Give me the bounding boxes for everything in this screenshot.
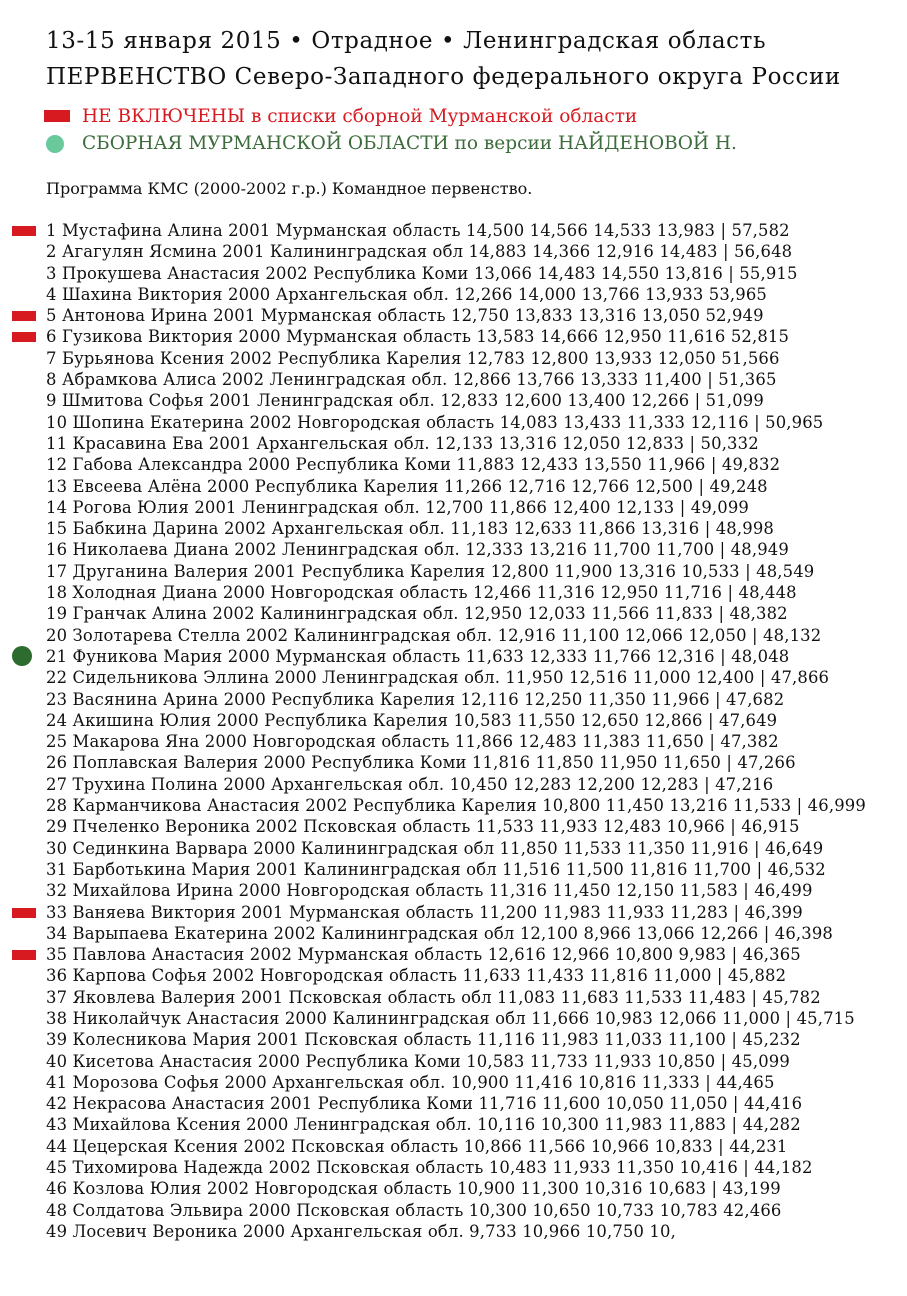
result-row [46, 518, 866, 539]
result-text: 44 Цецерская Ксения 2002 Псковская область 10,866 11,566 10,966 10,833 | 44,231 [46, 1136, 788, 1156]
red-marker-icon [12, 311, 36, 321]
result-row [46, 752, 866, 773]
result-row [46, 944, 866, 965]
result-text: 3 Прокушева Анастасия 2002 Республика Коми 13,066 14,483 14,550 13,816 | 55,915 [46, 263, 798, 283]
result-row [46, 710, 866, 731]
result-text: 26 Поплавская Валерия 2000 Республика Коми 11,816 11,850 11,950 11,650 | 47,266 [46, 753, 796, 773]
result-text: 19 Гранчак Алина 2002 Калининградская обл. 12,950 12,033 11,566 11,833 | 48,382 [46, 604, 788, 624]
red-marker-icon [12, 332, 36, 342]
result-text: 8 Абрамкова Алиса 2002 Ленинградская обл. 12,866 13,766 13,333 11,400 | 51,365 [46, 370, 777, 390]
result-text: 38 Николайчук Анастасия 2000 Калининградская обл 11,666 10,983 12,066 11,000 | 45,715 [46, 1008, 855, 1028]
result-text: 45 Тихомирова Надежда 2002 Псковская область 10,483 11,933 11,350 10,416 | 44,182 [46, 1158, 813, 1178]
results-list [46, 220, 866, 1242]
result-text: 49 Лосевич Вероника 2000 Архангельская обл. 9,733 10,966 10,750 10, [46, 1221, 676, 1241]
result-text: 48 Солдатова Эльвира 2000 Псковская область 10,300 10,650 10,733 10,783 42,466 [46, 1200, 782, 1220]
result-row [46, 731, 866, 752]
result-row [46, 1178, 866, 1199]
result-text: 10 Шопина Екатерина 2002 Новгородская область 14,083 13,433 11,333 12,116 | 50,965 [46, 412, 824, 432]
result-row [46, 880, 866, 901]
result-row [46, 348, 866, 369]
result-row [46, 689, 866, 710]
result-text: 14 Рогова Юлия 2001 Ленинградская обл. 12,700 11,866 12,400 12,133 | 49,099 [46, 497, 749, 517]
result-text: 46 Козлова Юлия 2002 Новгородская область 10,900 11,300 10,316 10,683 | 43,199 [46, 1179, 781, 1199]
result-row [46, 902, 866, 923]
result-text: 11 Красавина Ева 2001 Архангельская обл. 12,133 13,316 12,050 12,833 | 50,332 [46, 433, 759, 453]
result-text: 29 Пчеленко Вероника 2002 Псковская область 11,533 11,933 12,483 10,966 | 46,915 [46, 817, 800, 837]
result-text: 42 Некрасова Анастасия 2001 Республика Коми 11,716 11,600 10,050 11,050 | 44,416 [46, 1094, 803, 1114]
result-text: 15 Бабкина Дарина 2002 Архангельская обл. 11,183 12,633 11,866 13,316 | 48,998 [46, 519, 774, 539]
result-row [46, 838, 866, 859]
result-text: 12 Габова Александра 2000 Республика Коми 11,883 12,433 13,550 11,966 | 49,832 [46, 455, 781, 475]
result-row [46, 1093, 866, 1114]
result-text: 17 Друганина Валерия 2001 Республика Карелия 12,800 11,900 13,316 10,533 | 48,549 [46, 561, 815, 581]
result-text: 33 Ваняева Виктория 2001 Мурманская область 11,200 11,983 11,933 11,283 | 46,399 [46, 902, 803, 922]
result-row [46, 987, 866, 1008]
result-text: 20 Золотарева Стелла 2002 Калининградская обл. 12,916 11,100 12,066 12,050 | 48,132 [46, 625, 822, 645]
result-text: 23 Васянина Арина 2000 Республика Карелия 12,116 12,250 11,350 11,966 | 47,682 [46, 689, 785, 709]
result-row [46, 539, 866, 560]
result-row [46, 1136, 866, 1157]
result-text: 40 Кисетова Анастасия 2000 Республика Коми 10,583 11,733 11,933 10,850 | 45,099 [46, 1051, 790, 1071]
result-text: 39 Колесникова Мария 2001 Псковская область 11,116 11,983 11,033 11,100 | 45,232 [46, 1030, 801, 1050]
result-text: 32 Михайлова Ирина 2000 Новгородская область 11,316 11,450 12,150 11,583 | 46,499 [46, 881, 813, 901]
result-row [46, 603, 866, 624]
result-row [46, 667, 866, 688]
result-row [46, 1051, 866, 1072]
result-row [46, 582, 866, 603]
result-text: 1 Мустафина Алина 2001 Мурманская область 14,500 14,566 14,533 13,983 | 57,582 [46, 221, 790, 240]
event-date-location: 13-15 января 2015 • Отрадное • Ленинградская область [46, 28, 767, 54]
result-text: 24 Акишина Юлия 2000 Республика Карелия 10,583 11,550 12,650 12,866 | 47,649 [46, 710, 778, 730]
legend-excluded: НЕ ВКЛЮЧЕНЫ в списки сборной Мурманской области [82, 106, 638, 127]
result-row [46, 433, 866, 454]
red-marker-icon [44, 110, 70, 122]
result-row [46, 646, 866, 667]
result-text: 34 Варыпаева Екатерина 2002 Калининградская обл 12,100 8,966 13,066 12,266 | 46,398 [46, 923, 833, 943]
result-text: 16 Николаева Диана 2002 Ленинградская обл. 12,333 13,216 11,700 11,700 | 48,949 [46, 540, 789, 560]
result-row [46, 220, 866, 241]
result-text: 18 Холодная Диана 2000 Новгородская область 12,466 11,316 12,950 11,716 | 48,448 [46, 583, 797, 603]
result-text: 2 Агагулян Ясмина 2001 Калининградская обл 14,883 14,366 12,916 14,483 | 56,648 [46, 242, 793, 262]
result-text: 31 Барботькина Мария 2001 Калининградская обл 11,516 11,500 11,816 11,700 | 46,532 [46, 859, 826, 879]
result-row [46, 305, 866, 326]
result-row [46, 369, 866, 390]
green-circle-icon [12, 646, 32, 666]
result-row [46, 1221, 866, 1242]
result-row [46, 816, 866, 837]
result-row [46, 497, 866, 518]
result-text: 9 Шмитова Софья 2001 Ленинградская обл. 12,833 12,600 13,400 12,266 | 51,099 [46, 391, 764, 411]
result-text: 22 Сидельникова Эллина 2000 Ленинградская обл. 11,950 12,516 11,000 12,400 | 47,866 [46, 668, 830, 688]
result-row [46, 454, 866, 475]
result-text: 25 Макарова Яна 2000 Новгородская область 11,866 12,483 11,383 11,650 | 47,382 [46, 732, 779, 752]
championship-title: ПЕРВЕНСТВО Северо-Западного федерального округа России [46, 64, 841, 90]
result-text: 36 Карпова Софья 2002 Новгородская область 11,633 11,433 11,816 11,000 | 45,882 [46, 966, 787, 986]
result-row [46, 284, 866, 305]
result-row [46, 1114, 866, 1135]
result-row [46, 795, 866, 816]
result-text: 4 Шахина Виктория 2000 Архангельская обл. 12,266 14,000 13,766 13,933 53,965 [46, 284, 768, 304]
result-text: 30 Сединкина Варвара 2000 Калининградская обл 11,850 11,533 11,350 11,916 | 46,649 [46, 838, 824, 858]
red-marker-icon [12, 908, 36, 918]
result-row [46, 263, 866, 284]
result-row [46, 326, 866, 347]
red-marker-icon [12, 950, 36, 960]
result-row [46, 774, 866, 795]
result-text: 6 Гузикова Виктория 2000 Мурманская область 13,583 14,666 12,950 11,616 52,815 [46, 327, 790, 347]
green-circle-icon [46, 135, 64, 153]
legend-team: СБОРНАЯ МУРМАНСКОЙ ОБЛАСТИ по версии НАЙДЕНОВОЙ Н. [82, 133, 737, 154]
result-row [46, 1200, 866, 1221]
result-row [46, 1029, 866, 1050]
result-row [46, 859, 866, 880]
result-row [46, 1072, 866, 1093]
result-text: 21 Фуникова Мария 2000 Мурманская область 11,633 12,333 11,766 12,316 | 48,048 [46, 646, 790, 666]
result-text: 7 Бурьянова Ксения 2002 Республика Карелия 12,783 12,800 13,933 12,050 51,566 [46, 348, 780, 368]
result-row [46, 561, 866, 582]
result-row [46, 1157, 866, 1178]
result-row [46, 412, 866, 433]
result-row [46, 390, 866, 411]
result-text: 28 Карманчикова Анастасия 2002 Республика Карелия 10,800 11,450 13,216 11,533 | 46,999 [46, 796, 866, 816]
result-row [46, 625, 866, 646]
result-text: 13 Евсеева Алёна 2000 Республика Карелия 11,266 12,716 12,766 12,500 | 49,248 [46, 476, 768, 496]
result-row [46, 241, 866, 262]
result-row [46, 965, 866, 986]
result-text: 37 Яковлева Валерия 2001 Псковская область обл 11,083 11,683 11,533 11,483 | 45,782 [46, 987, 821, 1007]
result-row [46, 923, 866, 944]
result-row [46, 476, 866, 497]
red-marker-icon [12, 226, 36, 236]
result-row [46, 1008, 866, 1029]
result-text: 35 Павлова Анастасия 2002 Мурманская область 12,616 12,966 10,800 9,983 | 46,365 [46, 945, 801, 965]
result-text: 43 Михайлова Ксения 2000 Ленинградская обл. 10,116 10,300 11,983 11,883 | 44,282 [46, 1115, 801, 1135]
result-text: 41 Морозова Софья 2000 Архангельская обл. 10,900 11,416 10,816 11,333 | 44,465 [46, 1072, 775, 1092]
result-text: 5 Антонова Ирина 2001 Мурманская область 12,750 13,833 13,316 13,050 52,949 [46, 306, 764, 326]
program-subtitle: Программа КМС (2000-2002 г.р.) Командное первенство. [46, 179, 533, 198]
result-text: 27 Трухина Полина 2000 Архангельская обл. 10,450 12,283 12,200 12,283 | 47,216 [46, 774, 774, 794]
